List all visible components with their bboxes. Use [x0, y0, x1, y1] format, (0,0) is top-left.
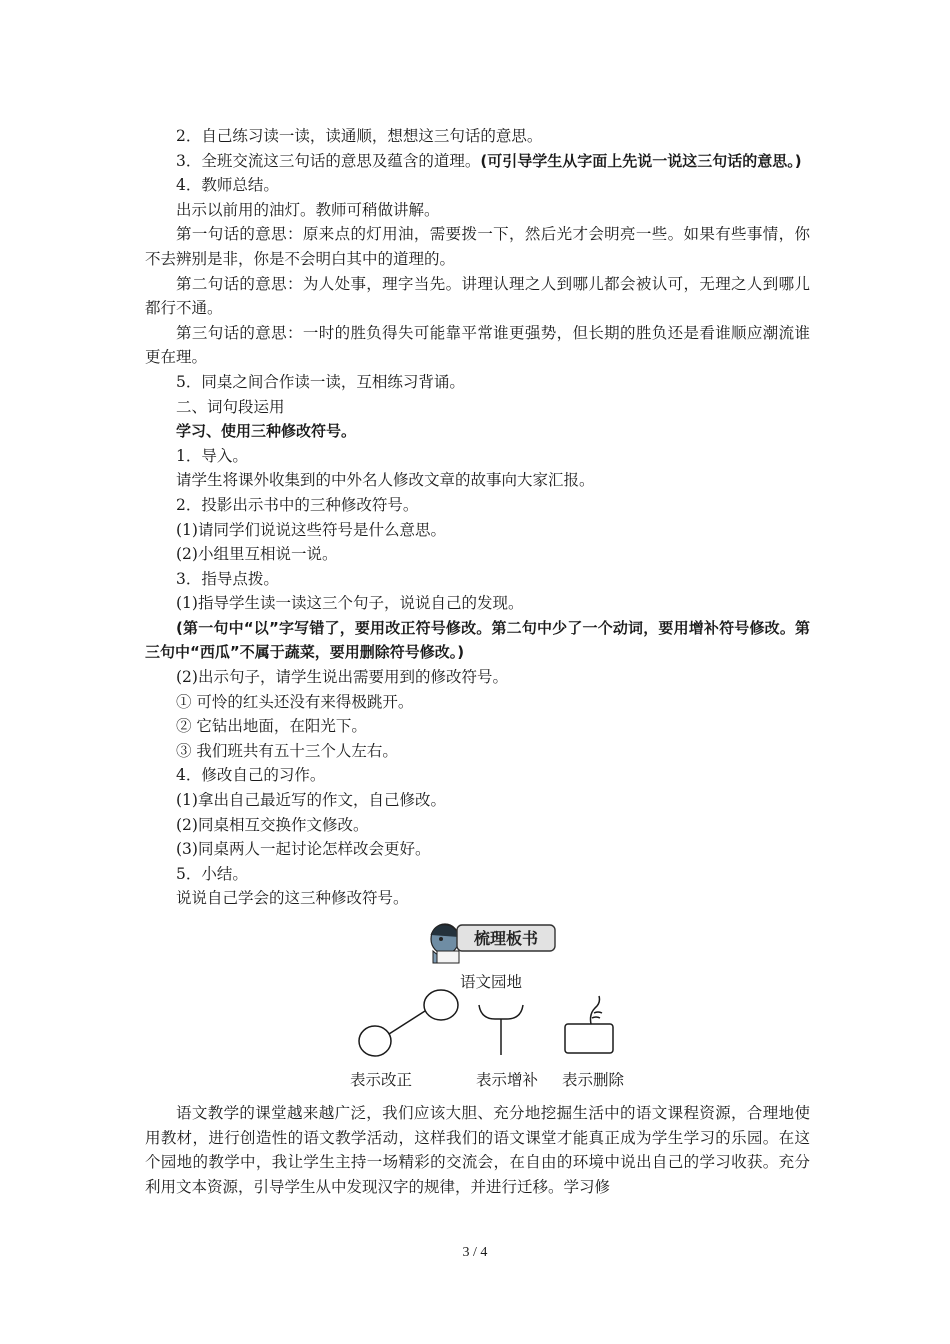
paragraph-text: 第三句话的意思：一时的胜负得失可能靠平常谁更强势，但长期的胜负还是看谁顺应潮流谁更在理。 [145, 323, 810, 367]
paragraph [145, 690, 810, 715]
paragraph-text: 2．自己练习读一读，读通顺，想想这三句话的意思。 [176, 127, 543, 145]
paragraph-text: 3．指导点拨。 [176, 569, 279, 588]
board-diagram-svg [145, 917, 810, 1095]
paragraph [145, 518, 810, 543]
paragraph [145, 886, 810, 911]
paragraph [145, 591, 810, 616]
banner [457, 925, 555, 951]
paragraph [145, 321, 810, 370]
paragraph-text: 5．小结。 [176, 864, 248, 883]
paragraph-text: 第二句话的意思：为人处事，理字当先。讲理认理之人到哪儿都会被认可，无理之人到哪儿都行不通。 [145, 274, 810, 318]
paragraph-text: 2．投影出示书中的三种修改符号。 [176, 495, 419, 514]
label-insertion: 表示增补 [475, 1071, 539, 1089]
paragraph [145, 173, 810, 198]
label-deletion: 表示删除 [561, 1071, 625, 1089]
paragraph [145, 616, 810, 665]
paragraph-text: ① 可怜的红头还没有来得极跳开。 [176, 692, 414, 711]
paragraph [145, 272, 810, 321]
paragraph-text: 5．同桌之间合作读一读，互相练习背诵。 [176, 372, 465, 391]
paragraph-text: 说说自己学会的这三种修改符号。 [176, 889, 409, 908]
paragraph-text: 4．教师总结。 [176, 176, 279, 195]
paragraph-text: 学习、使用三种修改符号。 [176, 422, 357, 441]
paragraph-text: 请学生将课外收集到的中外名人修改文章的故事向大家汇报。 [176, 471, 595, 490]
paragraph [145, 395, 810, 420]
paragraph [145, 763, 810, 788]
paragraph [145, 124, 810, 149]
paragraph [145, 665, 810, 690]
paragraph-text: 1．导入。 [176, 446, 248, 465]
paragraph-text: (1)请同学们说说这些符号是什么意思。 [176, 520, 446, 539]
page-number: 3 / 4 [462, 1245, 488, 1260]
paragraph [145, 222, 810, 271]
paragraph-text: (2)出示句子，请学生说出需要用到的修改符号。 [176, 668, 508, 687]
paragraph [145, 198, 810, 223]
paragraph [145, 567, 810, 592]
page-content [145, 124, 810, 1199]
paragraph-note: (可引导学生从字面上先说一说这三句话的意思。) [480, 151, 802, 170]
paragraph-text: (1)指导学生读一读这三个句子，说说自己的发现。 [176, 594, 524, 613]
paragraph-text: 二、词句段运用 [176, 397, 285, 416]
paragraph [145, 862, 810, 887]
correction-mark-icon [359, 990, 458, 1056]
paragraph-text: ③ 我们班共有五十三个人左右。 [176, 741, 398, 760]
paragraph-text: (2)同桌相互交换作文修改。 [176, 815, 369, 834]
paragraph-text: (2)小组里互相说一说。 [176, 545, 338, 564]
paragraph-text: (第一句中“以”字写错了，要用改正符号修改。第二句中少了一个动词，要用增补符号修改。第三句中“西瓜”不属于蔬菜，要用删除符号修改。) [145, 618, 810, 662]
paragraph [145, 542, 810, 567]
paragraph [145, 419, 810, 444]
paragraph-text: (1)拿出自己最近写的作文，自己修改。 [176, 791, 446, 810]
paragraph-list [145, 124, 810, 911]
paragraph-text: 第一句话的意思：原来点的灯用油，需要拨一下，然后光才会明亮一些。如果有些事情，你不去辨别是非，你是不会明白其中的道理的。 [145, 225, 810, 268]
diagram-title: 语文园地 [459, 973, 523, 991]
deletion-mark-icon [565, 996, 613, 1053]
paragraph [145, 837, 810, 862]
paragraph [145, 813, 810, 838]
board-diagram [145, 917, 810, 1095]
paragraph-text: 3．全班交流这三句话的意思及蕴含的道理。 [176, 151, 481, 170]
paragraph [145, 444, 810, 469]
paragraph-text: (3)同桌两人一起讨论怎样改会更好。 [176, 840, 431, 859]
paragraph [145, 714, 810, 739]
banner-label: 梳理板书 [473, 929, 539, 948]
paragraph [145, 468, 810, 493]
paragraph [145, 739, 810, 764]
insertion-mark-icon [479, 1005, 523, 1055]
paragraph-text: 4．修改自己的习作。 [176, 766, 326, 785]
closing-paragraph: 语文教学的课堂越来越广泛，我们应该大胆、充分地挖掘生活中的语文课程资源，合理地使用教材，进行创造性的语文教学活动，这样我们的语文课堂才能真正成为学生学习的乐园。在这个园地的教学中，我让学生主持一场精彩的交流会，在自由的环境中说出自己的学习收获。充分利用文本资源，引导学生从中发现汉字的规律，并进行迁移。学习修 [145, 1104, 810, 1196]
paragraph [145, 493, 810, 518]
paragraph-text: 出示以前用的油灯。教师可稍做讲解。 [176, 200, 440, 219]
paragraph [145, 788, 810, 813]
paragraph [145, 370, 810, 395]
label-correction: 表示改正 [349, 1071, 413, 1089]
boy-reading-icon [431, 924, 459, 963]
paragraph-text: ② 它钻出地面，在阳光下。 [176, 717, 367, 736]
paragraph [145, 149, 810, 174]
